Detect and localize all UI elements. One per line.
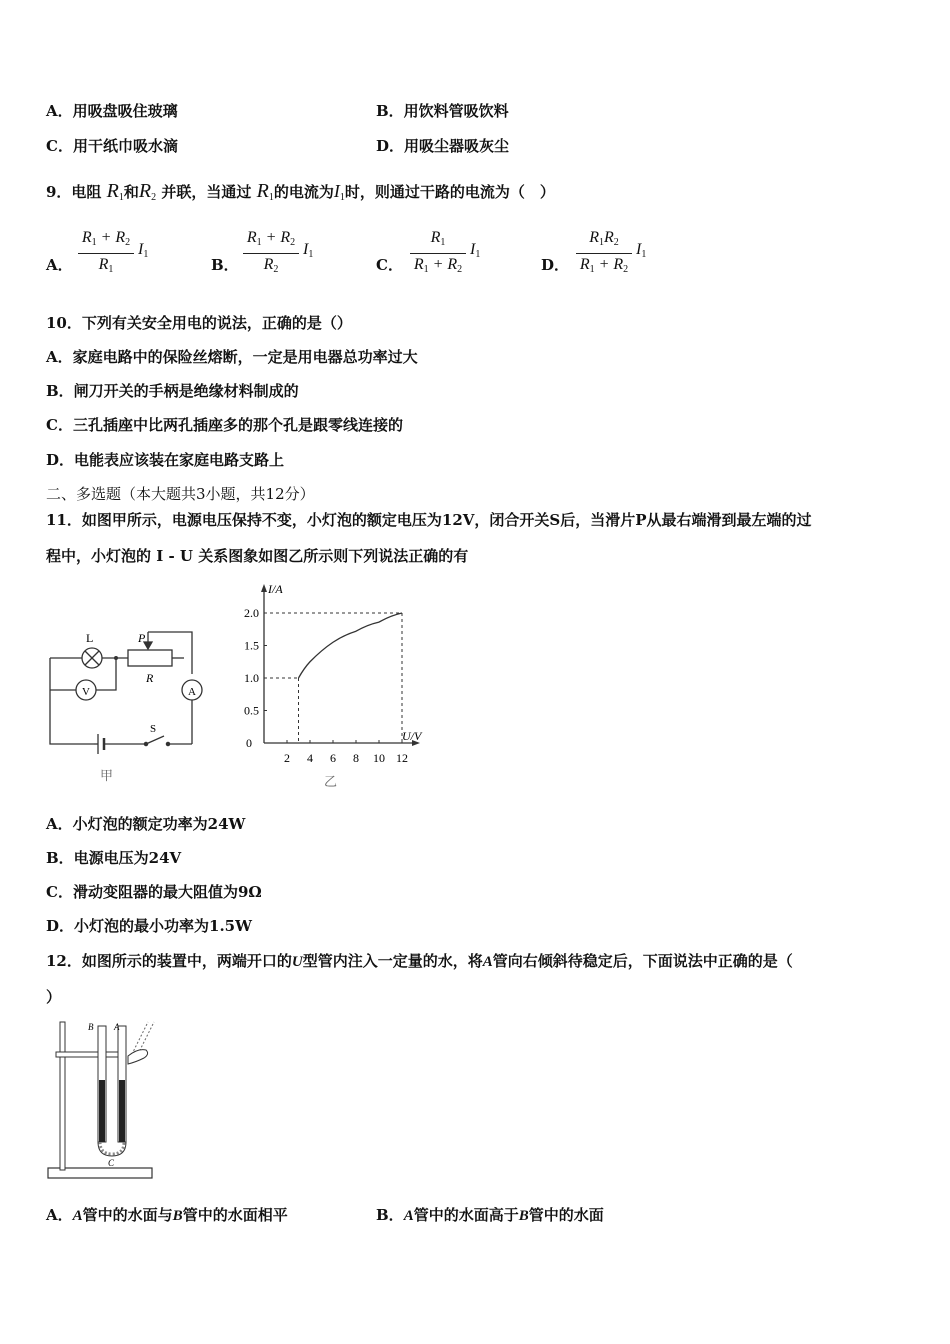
q9-option-d-label: D． <box>541 256 570 274</box>
switch-label: S <box>150 723 157 735</box>
y-tick-label: 2.0 <box>244 606 259 620</box>
rheostat-label: R <box>146 671 154 685</box>
y-tick-label: 0.5 <box>244 703 259 718</box>
circuit-svg <box>44 628 214 788</box>
q11-option-c: C．滑动变阻器的最大阻值为9Ω <box>46 883 262 901</box>
clamp-arm <box>56 1052 120 1057</box>
q8-option-a: A．用吸盘吸住玻璃 <box>46 102 178 120</box>
x-tick-label: 6 <box>330 751 336 765</box>
slider-label: P <box>138 631 146 645</box>
x-tick-label: 2 <box>284 751 290 765</box>
q11-option-d: D．小灯泡的最小功率为1.5W <box>46 917 252 935</box>
q10-stem: 10．下列有关安全用电的说法，正确的是（） <box>46 314 352 332</box>
q10-option-d: D．电能表应该装在家庭电路支路上 <box>46 451 285 469</box>
q10-option-a: A．家庭电路中的保险丝熔断，一定是用电器总功率过大 <box>46 348 418 366</box>
tube-a-label: A <box>114 1022 120 1032</box>
q8-option-c: C．用干纸巾吸水滴 <box>46 137 178 155</box>
section-heading: 二、多选题（本大题共3小题，共12分） <box>46 485 315 503</box>
u-bottom <box>98 1142 126 1156</box>
q12-stem-line1: 12．如图所示的装置中，两端开口的U型管内注入一定量的水，将A管向右倾斜待稳定后，下面说法中正确的是（ <box>46 952 793 970</box>
chart-caption: 乙 <box>324 774 338 789</box>
q12-option-b: B．A管中的水面高于B管中的水面 <box>376 1206 604 1224</box>
x-tick-label: 10 <box>373 751 385 765</box>
q12-stem-line2: ） <box>46 988 62 1006</box>
circuit-caption: 甲 <box>100 768 114 783</box>
x-tick-label: 12 <box>396 751 408 765</box>
iu-curve <box>299 613 403 678</box>
hand-icon <box>128 1050 148 1064</box>
y-tick-label: 1.5 <box>244 638 259 653</box>
q12-option-a: A．A管中的水面与B管中的水面相平 <box>46 1206 288 1224</box>
q10-option-c: C．三孔插座中比两孔插座多的那个孔是跟零线连接的 <box>46 416 403 434</box>
lamp-label: L <box>86 631 94 645</box>
bottom-label: C <box>108 1158 115 1168</box>
origin-label: 0 <box>246 736 252 750</box>
x-axis-label: U/V <box>402 729 422 743</box>
x-tick-label: 4 <box>307 751 313 765</box>
u-tube-figure <box>44 1018 164 1184</box>
q8-option-d: D．用吸尘器吸灰尘 <box>376 137 510 155</box>
q11-option-b: B．电源电压为24V <box>46 849 182 867</box>
q9-option-b-label: B． <box>211 256 239 274</box>
circuit-diagram <box>44 628 214 788</box>
q9-stem: 9．电阻 $R_1$和$R_2$ 并联，当通过 $R_1$的电流为$I_1$时，则通过干路的电流为（ ） <box>46 180 555 203</box>
junction-dot <box>114 656 118 660</box>
tube-b-label: B <box>88 1022 94 1032</box>
tube-b-water <box>99 1080 105 1142</box>
u-bottom-water <box>100 1142 124 1154</box>
voltmeter-label: V <box>82 686 90 698</box>
q9-option-a-label: A． <box>46 256 73 274</box>
tube-a-water <box>119 1080 125 1142</box>
q11-stem-line1: 11．如图甲所示，电源电压保持不变，小灯泡的额定电压为12V，闭合开关S后，当滑片P从最右端滑到最左端的过 <box>46 511 812 529</box>
q11-stem-line2: 程中，小灯泡的 I - U 关系图象如图乙所示则下列说法正确的有 <box>46 547 469 565</box>
q11-option-a: A．小灯泡的额定功率为24W <box>46 815 246 833</box>
y-tick-label: 1.0 <box>244 671 259 685</box>
y-axis-arrow <box>261 584 267 592</box>
q9-option-c-label: C． <box>376 256 403 274</box>
iu-chart-svg <box>222 580 442 790</box>
ammeter-label: A <box>188 686 196 698</box>
iu-chart <box>222 580 442 790</box>
u-tube-svg <box>44 1018 164 1184</box>
q10-option-b: B．闸刀开关的手柄是绝缘材料制成的 <box>46 382 299 400</box>
y-axis-label: I/A <box>268 582 283 596</box>
q8-option-b: B．用饮料管吸饮料 <box>376 102 509 120</box>
stand-rod <box>60 1022 65 1170</box>
x-tick-label: 8 <box>353 751 359 765</box>
